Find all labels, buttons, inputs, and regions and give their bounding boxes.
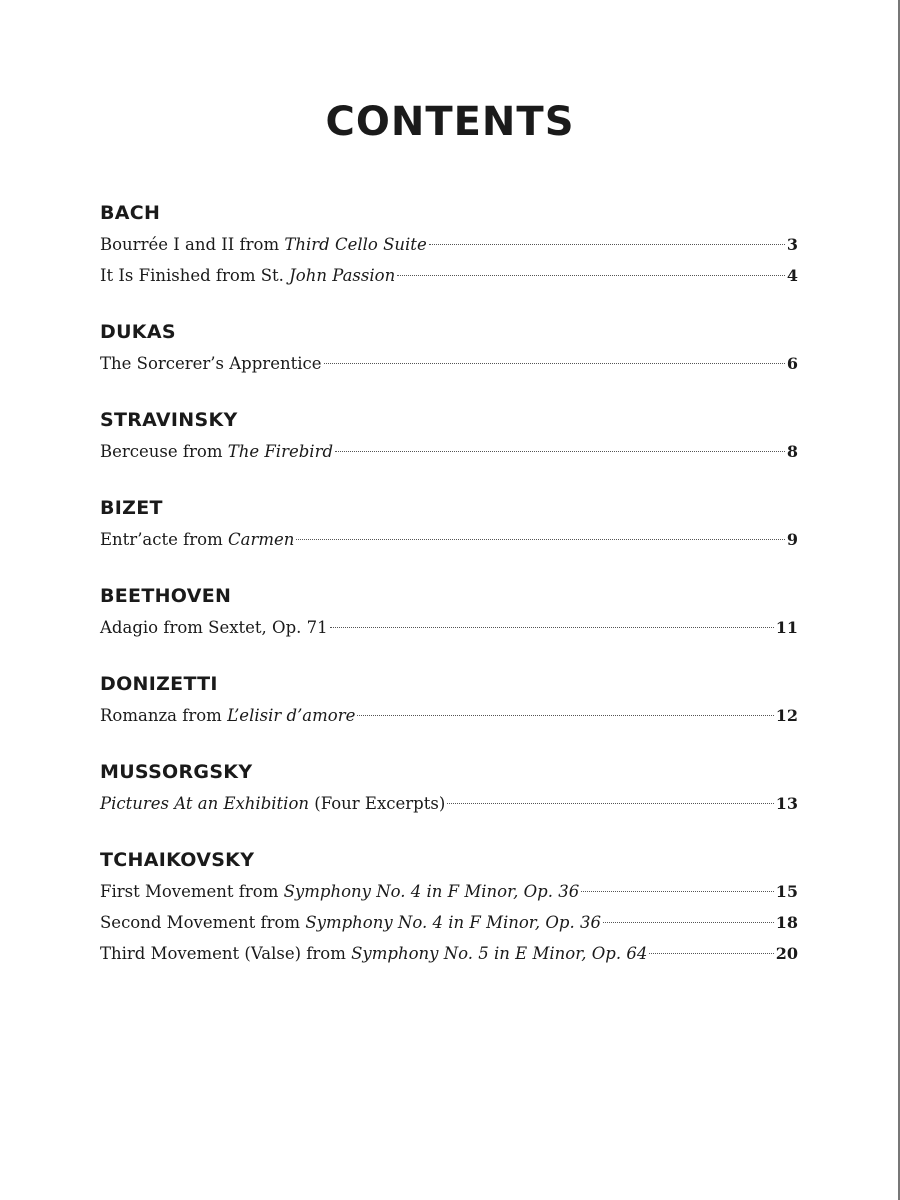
- entry-title-text: Entr’acte from: [100, 530, 228, 549]
- entry-title-text: Bourrée I and II from: [100, 235, 285, 254]
- toc-section: [100, 407, 798, 467]
- entry-title-work: Symphony No. 5 in E Minor, Op. 64: [351, 944, 648, 963]
- page-number: 13: [775, 794, 798, 813]
- dot-leader: [649, 953, 773, 954]
- page-number: 11: [775, 618, 798, 637]
- table-of-contents: [100, 200, 798, 997]
- entry-title: [100, 700, 355, 731]
- entry-title-text: Third Movement (Valse) from: [100, 944, 352, 963]
- page-number: 20: [775, 944, 798, 963]
- toc-entry[interactable]: [100, 524, 798, 555]
- entry-title: [100, 938, 647, 969]
- entry-title-text: It Is Finished from St.: [100, 266, 290, 285]
- entry-title-work: John Passion: [289, 266, 396, 285]
- toc-entry[interactable]: [100, 229, 798, 260]
- entry-title: [100, 788, 445, 819]
- entry-title: [100, 876, 579, 907]
- entry-title-work: Pictures At an Exhibition: [100, 794, 310, 813]
- toc-section: [100, 759, 798, 819]
- entry-title: [100, 907, 601, 938]
- composer-heading: BEETHOVEN: [100, 585, 232, 607]
- composer-heading: TCHAIKOVSKY: [100, 849, 255, 871]
- composer-heading: BIZET: [100, 497, 163, 519]
- page-number: 12: [775, 706, 798, 725]
- composer-heading: MUSSORGSKY: [100, 761, 253, 783]
- entry-title: [100, 436, 333, 467]
- toc-entry[interactable]: [100, 876, 798, 907]
- page-title: CONTENTS: [325, 99, 575, 145]
- toc-entry[interactable]: [100, 436, 798, 467]
- toc-section: [100, 200, 798, 291]
- toc-entry[interactable]: [100, 700, 798, 731]
- toc-section: [100, 847, 798, 969]
- page-number: 8: [786, 442, 798, 461]
- dot-leader: [330, 627, 774, 628]
- dot-leader: [603, 922, 774, 923]
- toc-section: [100, 583, 798, 643]
- toc-section: [100, 495, 798, 555]
- entry-title-text: First Movement from: [100, 882, 284, 901]
- dot-leader: [429, 244, 785, 245]
- dot-leader: [447, 803, 773, 804]
- entry-title-work: The Firebird: [227, 442, 334, 461]
- toc-entry[interactable]: [100, 938, 798, 969]
- entry-title-text: Romanza from: [100, 706, 228, 725]
- page-number: 15: [775, 882, 798, 901]
- page-number: 6: [786, 354, 798, 373]
- dot-leader: [335, 451, 785, 452]
- entry-title: [100, 612, 328, 643]
- toc-entry[interactable]: [100, 348, 798, 379]
- toc-entry[interactable]: [100, 907, 798, 938]
- toc-section: [100, 319, 798, 379]
- entry-title-work: Symphony No. 4 in F Minor, Op. 36: [305, 913, 601, 932]
- composer-heading: DONIZETTI: [100, 673, 218, 695]
- composer-heading: BACH: [100, 202, 161, 224]
- entry-title-text: The Sorcerer’s Apprentice: [100, 354, 322, 373]
- toc-entry[interactable]: [100, 260, 798, 291]
- entry-title-text: Berceuse from: [100, 442, 228, 461]
- entry-title: [100, 260, 395, 291]
- entry-title-suffix: (Four Excerpts): [309, 794, 446, 813]
- entry-title-work: L’elisir d’amore: [227, 706, 356, 725]
- entry-title: [100, 524, 294, 555]
- page-number: 3: [786, 235, 798, 254]
- toc-section: [100, 671, 798, 731]
- toc-entry[interactable]: [100, 612, 798, 643]
- dot-leader: [357, 715, 773, 716]
- dot-leader: [296, 539, 784, 540]
- dot-leader: [581, 891, 774, 892]
- composer-heading: DUKAS: [100, 321, 176, 343]
- entry-title-work: Carmen: [227, 530, 295, 549]
- entry-title: [100, 348, 322, 379]
- composer-heading: STRAVINSKY: [100, 409, 238, 431]
- entry-title-work: Third Cello Suite: [284, 235, 427, 254]
- dot-leader: [324, 363, 785, 364]
- page-number: 4: [786, 266, 798, 285]
- toc-entry[interactable]: [100, 788, 798, 819]
- dot-leader: [397, 275, 785, 276]
- page-number: 9: [786, 530, 798, 549]
- entry-title-work: Symphony No. 4 in F Minor, Op. 36: [283, 882, 580, 901]
- page-number: 18: [775, 913, 798, 932]
- entry-title-text: Second Movement from: [100, 913, 306, 932]
- entry-title: [100, 229, 427, 260]
- entry-title-text: Adagio from Sextet, Op. 71: [100, 618, 328, 637]
